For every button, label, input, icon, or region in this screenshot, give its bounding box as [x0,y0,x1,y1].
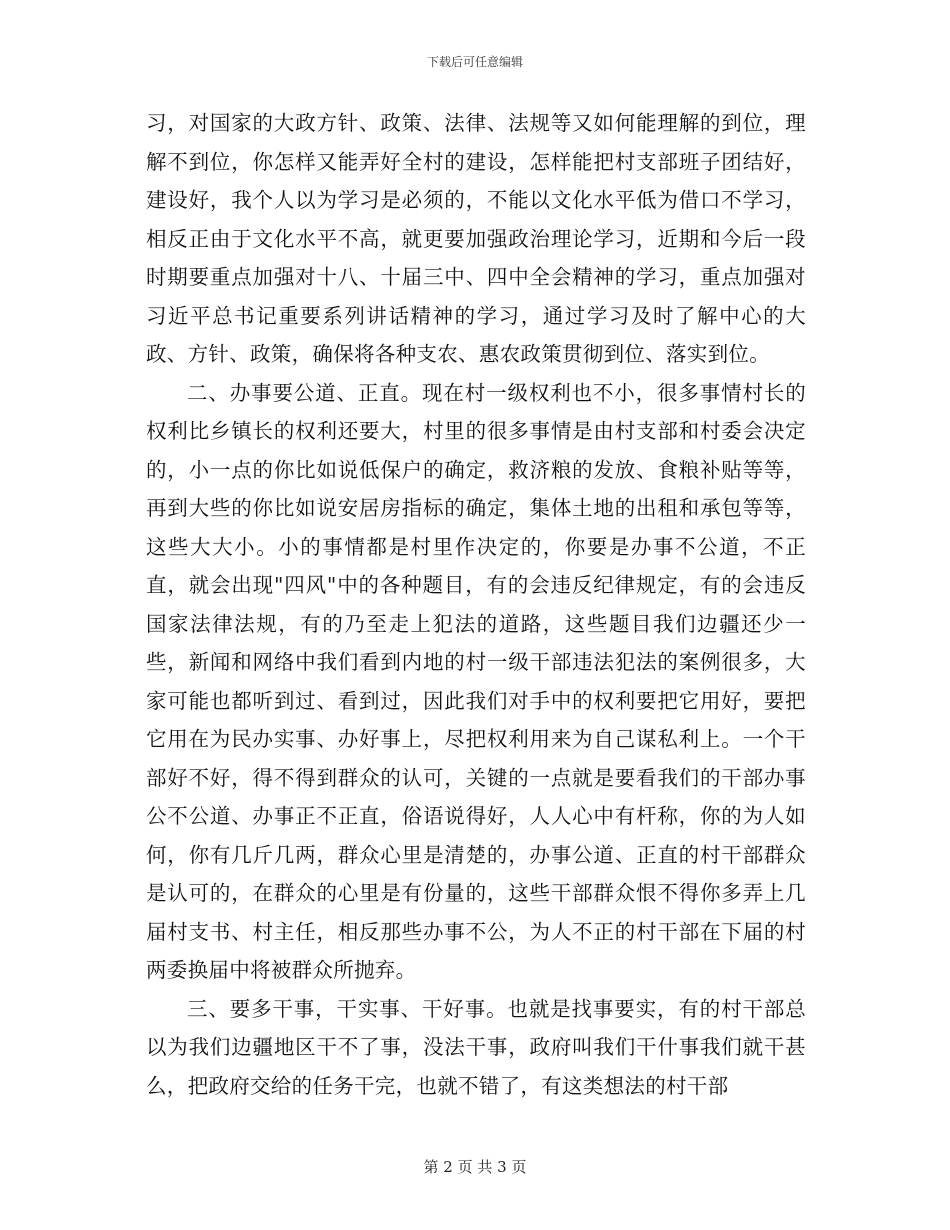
paragraph-section-two: 二、办事要公道、正直。现在村一级权利也不小，很多事情村长的权利比乡镇长的权利还要大，村里的很多事情是由村支部和村委会决定的，小一点的你比如说低保户的确定，救济粮的发放、食粮补贴等等，再到大些的你比如说安居房指标的确定，集体土地的出租和承包等等，这些大大小。小的事情都是村里作决定的，你要是办事不公道，不正直，就会出现"四风"中的各种题目，有的会违反纪律规定，有的会违反国家法律法规，有的乃至走上犯法的道路，这些题目我们边疆还少一些，新闻和网络中我们看到内地的村一级干部违法犯法的案例很多，大家可能也都听到过、看到过，因此我们对手中的权利要把它用好，要把它用在为民办实事、办好事上，尽把权利用来为自己谋私利上。一个干部好不好，得不得到群众的认可，关键的一点就是要看我们的干部办事公不公道、办事正不正直，俗语说得好，人人心中有杆称，你的为人如何，你有几斤几两，群众心里是清楚的，办事公道、正直的村干部群众是认可的，在群众的心里是有份量的，这些干部群众恨不得你多弄上几届村支书、村主任，相反那些办事不公，为人不正的村干部在下届的村两委换届中将被群众所抛弃。 [146,380,806,982]
page-header: 下载后可任意编辑 [426,55,523,69]
paragraph-section-three: 三、要多干事，干实事、干好事。也就是找事要实，有的村干部总以为我们边疆地区干不了事，没法干事，政府叫我们干什事我们就干甚么，把政府交给的任务干完，也就不错了，有这类想法的村干部 [146,996,806,1098]
document-body [146,104,806,1105]
paragraph-continuation: 习，对国家的大政方针、政策、法律、法规等又如何能理解的到位，理解不到位，你怎样又能弄好全村的建设，怎样能把村支部班子团结好，建设好，我个人以为学习是必须的，不能以文化水平低为借口不学习，相反正由于文化水平不高，就更要加强政治理论学习，近期和今后一段时期要重点加强对十八、十届三中、四中全会精神的学习，重点加强对习近平总书记重要系列讲话精神的学习，通过学习及时了解中心的大政、方针、政策，确保将各种支农、惠农政策贯彻到位、落实到位。 [146,111,806,366]
page-number: 第 2 页 共 3 页 [423,1158,527,1176]
